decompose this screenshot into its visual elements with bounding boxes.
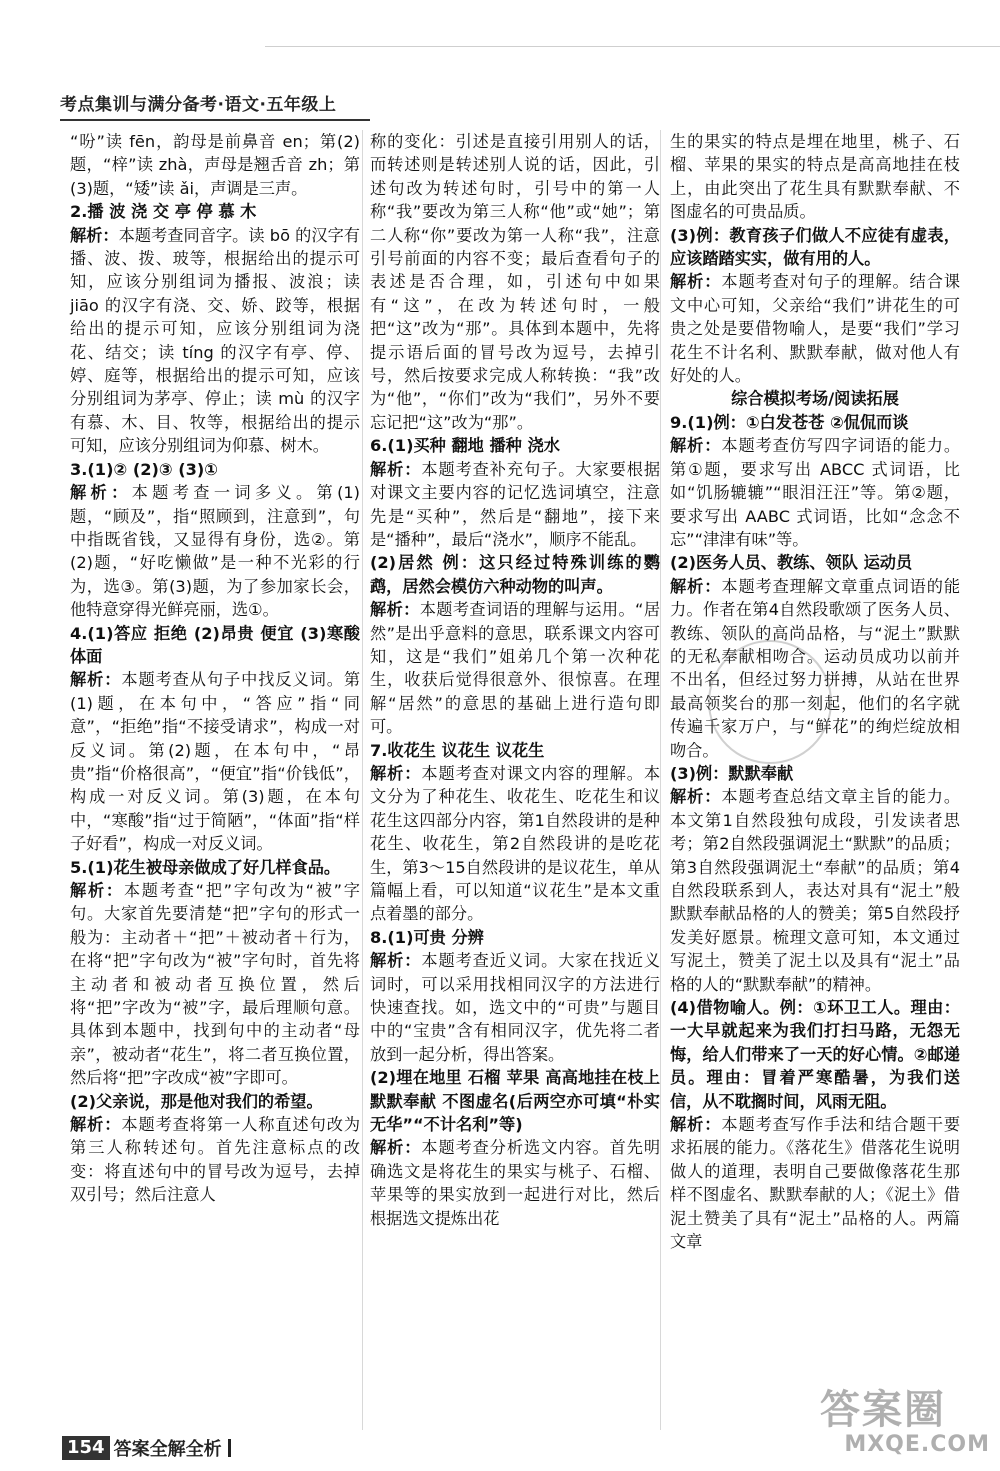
analysis-paragraph: [70, 481, 360, 621]
analysis-text: 本题考查“把”字句改为“被”字句。大家首先要清楚“把”字句的形式一般为：主动者＋“把”＋被动者＋行为，在将“把”字句改为“被”字句时，首先将主动者和被动者互换位置，然后将“把”字改为“被”字，最后理顺句意。具体到本题中，找到句中的主动者“母亲”，被动者“花生”，将二者互换位置，然后将“把”字改成“被”字即可。: [70, 881, 360, 1088]
analysis-label: 解析：: [370, 459, 422, 479]
analysis-text: 本题考查写作手法和结合题干要求拓展的能力。《落花生》借落花生说明做人的道理，表明自己要做像落花生那样不图虚名、默默奉献的人；《泥土》借泥土赞美了具有“泥土”品格的人。两篇文章: [670, 1115, 961, 1252]
answer-subitem: (2)医务人员、教练、领队 运动员: [670, 553, 913, 573]
analysis-text: 本题考查分析选文内容。首先明确选文是将花生的果实与桃子、石榴、苹果等的果实放到一起进行对比，然后根据选文提炼出花: [370, 1138, 661, 1228]
answer-item: 8.(1)可贵 分辨: [370, 927, 484, 947]
answer-subitem: (2)埋在地里 石榴 苹果 高高地挂在枝上 默默奉献 不图虚名(后两空亦可填“朴实无华”“不计名利”等): [370, 1068, 660, 1135]
footer-bar: [228, 1439, 231, 1457]
answer-subitem: (3)例：默默奉献: [670, 763, 794, 783]
top-rule: [265, 46, 1000, 47]
analysis-paragraph: [670, 270, 960, 387]
answer-subitem: (2)居然 例：这只经过特殊训练的鹦鹉，居然会模仿六种动物的叫声。: [370, 553, 660, 596]
analysis-label: 解析：: [70, 225, 119, 245]
watermark-logo: [820, 1388, 990, 1468]
analysis-label: 解析：: [670, 787, 722, 807]
analysis-text: 本题考查仿写四字词语的能力。第①题，要求写出 ABCC 式词语，比如“饥肠辘辘”“眼泪汪汪”等。第②题，要求写出 AABC 式词语，比如“念念不忘”“津津有味”等。: [670, 436, 961, 549]
column-divider: [362, 130, 363, 1430]
analysis-label: 解析：: [670, 1115, 722, 1135]
analysis-paragraph: [370, 458, 660, 552]
column-divider: [660, 130, 661, 1430]
analysis-text: 本题考查词语的理解与运用。“居然”是出乎意料的意思，联系课文内容可知，这是“我们”姐弟几个第一次种花生，收获后觉得很意外、很惊喜。在理解“居然”的意思的基础上进行造句即可。: [370, 600, 661, 737]
watermark-url: MXQE.COM: [844, 1432, 990, 1457]
analysis-text: 本题考查总结文章主旨的能力。本文第1自然段独句成段，引发读者思考；第2自然段强调泥土“默默”的品质；第3自然段强调泥土“奉献”的品质；第4自然段联系到人，表达对具有“泥土”般默默奉献品格的人的赞美；第5自然段抒发美好愿景。梳理文意可知，本文通过写泥土，赞美了泥土以及具有“泥土”品格的人的“默默奉献”的精神。: [670, 787, 961, 994]
analysis-text: 本题考查补充句子。大家要根据对课文主要内容的记忆选词填空，注意先是“买种”，然后是“翻地”，接下来是“播种”，最后“浇水”，顺序不能乱。: [370, 459, 661, 549]
analysis-text: 本题考查从句子中找反义词。第(1)题，在本句中，“答应”指“同意”，“拒绝”指“不接受请求”，构成一对反义词。第(2)题，在本句中，“昂贵”指“价格很高”，“便宜”指“价钱低”，构成一对反义词。第(3)题，在本句中，“寒酸”指“过于简陋”，“体面”指“样子好看”，构成一对反义词。: [70, 670, 361, 854]
analysis-label: 解析：: [70, 483, 132, 503]
analysis-paragraph: [370, 598, 660, 738]
analysis-label: 解析：: [70, 670, 122, 690]
analysis-text: 本题考查近义词。大家在找近义词时，可以采用找相同汉字的方法进行快速查找。如，选文中的“可贵”与题目中的“宝贵”含有相同汉字，优先将二者放到一起分析，得出答案。: [370, 951, 661, 1064]
column-left: [70, 130, 360, 1207]
analysis-text: 本题考查将第一人称直述句改为第三人称转述句。首先注意标点的改变：将直述句中的冒号改为逗号，去掉双引号；然后注意人: [70, 1115, 361, 1205]
footer-label: 答案全解全析: [113, 1439, 222, 1460]
answer-item: 9.(1)例：①白发苍苍 ②侃侃而谈: [670, 412, 909, 432]
page-footer: [62, 1436, 231, 1460]
header-rule: [60, 119, 370, 121]
text-paragraph: “吩”读 fēn，韵母是前鼻音 en；第(2)题，“梓”读 zhà，声母是翘舌音 zh；第(3)题，“矮”读 ǎi，声调是三声。: [70, 132, 360, 198]
analysis-label: 解析：: [70, 1115, 122, 1135]
watermark-stamp: [708, 640, 832, 764]
analysis-text: 本题考查对课文内容的理解。本文分为了种花生、收花生、吃花生和议花生这四部分内容，第1自然段讲的是种花生、收花生，第2自然段讲的是吃花生，第3～15自然段讲的是议花生，单从篇幅上看，可以知道“议花生”是本文重点着墨的部分。: [370, 763, 661, 924]
text-paragraph: 称的变化：引述是直接引用别人的话，而转述则是转述别人说的话，因此，引述句改为转述句时，引号中的第一人称“我”要改为第三人称“他”或“她”；第二人称“你”要改为第一人称“我”，注意引号前面的内容不变；最后查看句子的表述是否合理，如，引述句中如果有“这”，在改为转述句时，一般把“这”改为“那”。具体到本题中，先将提示语后面的冒号改为逗号，去掉引号，然后按要求完成人称转换：“我”改为“他”，“你们”改为“我们”，另外不要忘记把“这”改为“那”。: [370, 132, 660, 432]
analysis-label: 解析：: [370, 600, 420, 620]
analysis-label: 解析：: [370, 763, 422, 783]
answer-item: 6.(1)买种 翻地 播种 浇水: [370, 436, 560, 456]
column-middle: [370, 130, 660, 1230]
answer-item: 5.(1)花生被母亲做成了好几样食品。: [70, 857, 341, 877]
analysis-paragraph: [70, 1113, 360, 1207]
answer-item: 2.播 波 浇 交 亭 停 慕 木: [70, 202, 257, 222]
analysis-text: 本题考查一词多义。第(1)题，“顾及”，指“照顾到，注意到”，句中指既省钱，又显得有身份，选②。第(2)题，“好吃懒做”是一种不光彩的行为，选③。第(3)题，为了参加家长会，他特意穿得光鲜亮丽，选①。: [70, 483, 361, 620]
answer-item: 3.(1)② (2)③ (3)①: [70, 459, 218, 479]
section-heading: 综合模拟考场/阅读拓展: [731, 389, 899, 409]
analysis-label: 解析：: [370, 1138, 422, 1158]
answer-item: 7.收花生 议花生 议花生: [370, 740, 545, 760]
analysis-text: 本题考查对句子的理解。结合课文中心可知，父亲给“我们”讲花生的可贵之处是要借物喻人，是要“我们”学习花生不计名利、默默奉献，做对他人有好处的人。: [670, 272, 961, 386]
analysis-paragraph: [70, 879, 360, 1090]
analysis-paragraph: [670, 1113, 960, 1253]
page-number: 154: [62, 1436, 110, 1460]
analysis-paragraph: [70, 224, 360, 458]
analysis-label: 解析：: [670, 576, 722, 596]
analysis-paragraph: [370, 1136, 660, 1230]
analysis-text: 本题考查同音字。读 bō 的汉字有播、波、拨、玻等，根据给出的提示可知，应该分别组词为播报、波浪；读 jiāo 的汉字有浇、交、娇、跤等，根据给出的提示可知，应该分别组词为浇花、结交；读 tíng 的汉字有亭、停、婷、庭等，根据给出的提示可知，应该分别组词为茅亭、停止；读 mù 的汉字有慕、木、目、牧等，根据给出的提示可知，应该分别组词为仰慕、树木。: [70, 225, 360, 456]
answer-subitem: (4)借物喻人。例：①环卫工人。理由：一大早就起来为我们打扫马路，无怨无悔，给人们带来了一天的好心情。②邮递员。理由：冒着严寒酷暑，为我们送信，从不耽搁时间，风雨无阻。: [670, 998, 960, 1111]
text-paragraph: 生的果实的特点是埋在地里，桃子、石榴、苹果的果实的特点是高高地挂在枝上，由此突出了花生具有默默奉献、不图虚名的可贵品质。: [670, 132, 960, 222]
analysis-paragraph: [670, 434, 960, 551]
answer-subitem: (2)父亲说，那是他对我们的希望。: [70, 1091, 323, 1111]
analysis-label: 解析：: [70, 881, 124, 900]
analysis-paragraph: [370, 762, 660, 926]
page-header: 考点集训与满分备考·语文·五年级上: [60, 95, 337, 115]
analysis-paragraph: [670, 785, 960, 996]
analysis-text: 本题考查理解文章重点词语的能力。作者在第4自然段歌颂了医务人员、教练、领队的高尚品格，与“泥土”默默的无私奉献相吻合。运动员成功以前并不出名，但经过努力拼搏，从站在世界最高领奖台的那一刻起，他们的名字就传遍千家万户，与“鲜花”的绚烂绽放相吻合。: [670, 576, 961, 760]
analysis-label: 解析：: [670, 272, 722, 292]
answer-item: 4.(1)答应 拒绝 (2)昂贵 便宜 (3)寒酸 体面: [70, 623, 360, 666]
analysis-label: 解析：: [670, 436, 722, 456]
answer-subitem: (3)例：教育孩子们做人不应徒有虚表，应该踏踏实实，做有用的人。: [670, 225, 960, 269]
analysis-paragraph: [70, 668, 360, 855]
watermark-logo-text: 答案圈: [820, 1387, 946, 1433]
analysis-label: 解析：: [370, 951, 422, 971]
analysis-paragraph: [370, 949, 660, 1066]
